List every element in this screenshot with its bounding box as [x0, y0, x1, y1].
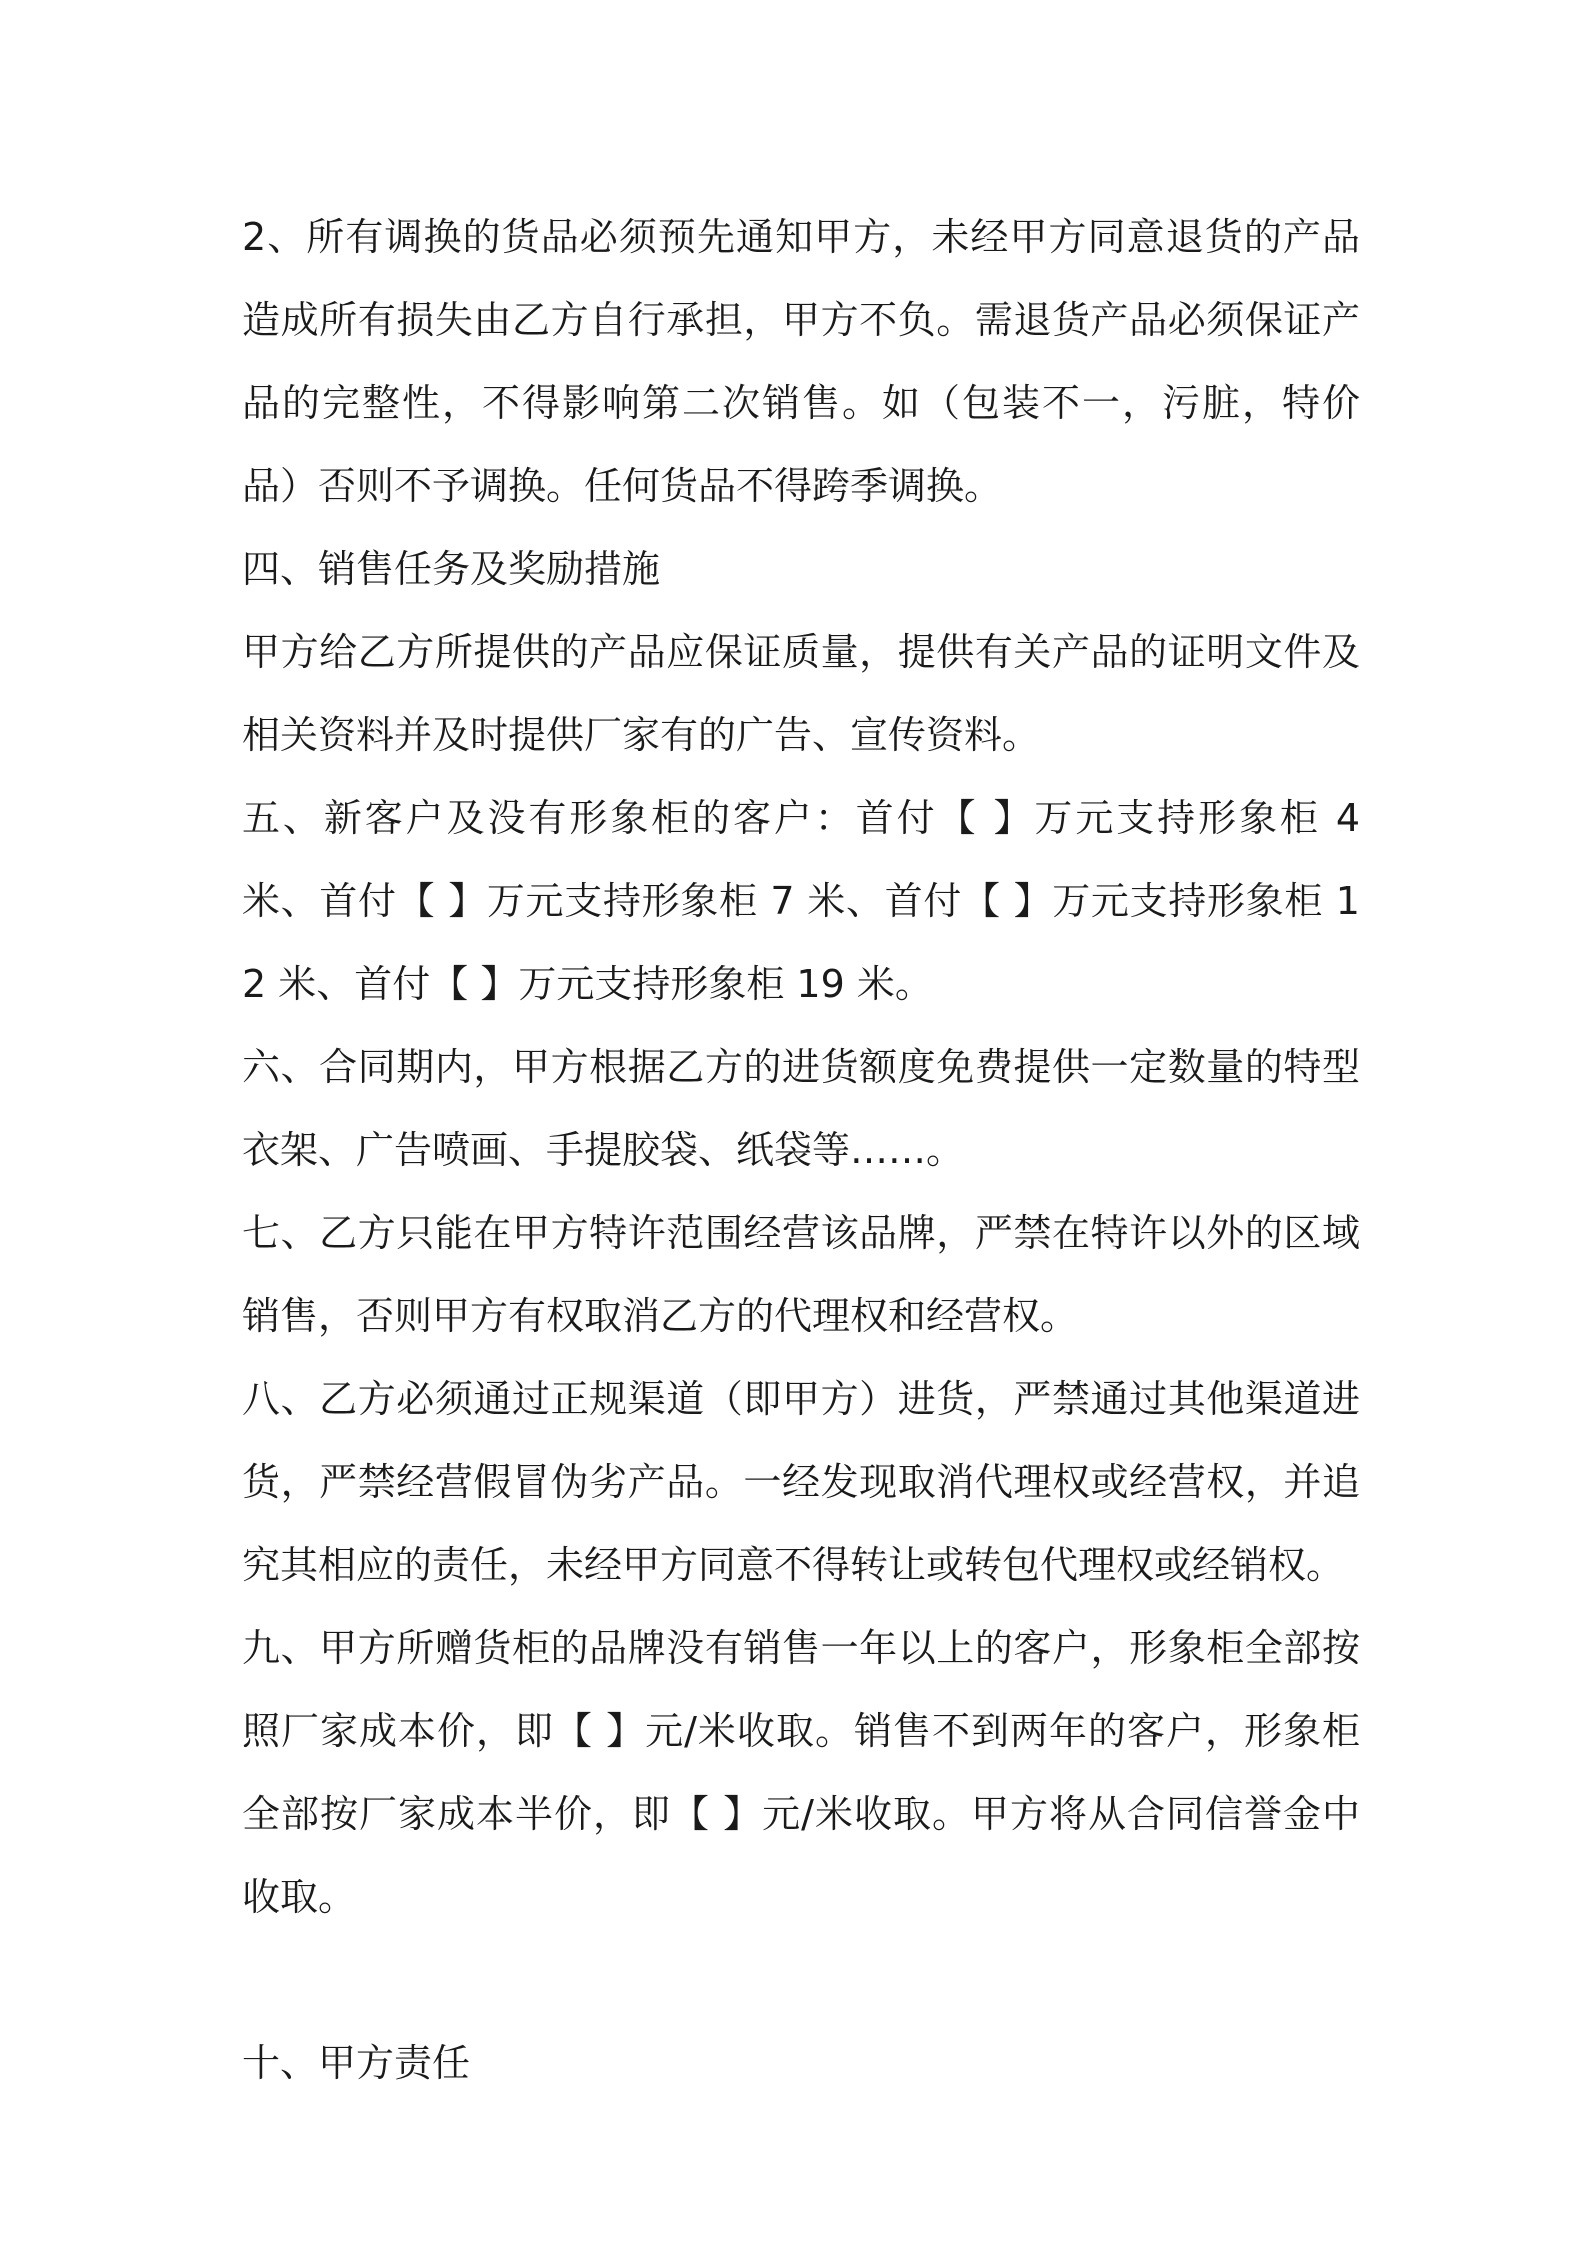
paragraph-spacer [242, 1939, 1360, 2022]
section-10-heading: 十、甲方责任 [242, 2041, 471, 2085]
paragraph-section-8: 八、乙方必须通过正规渠道（即甲方）进货，严禁通过其他渠道进货，严禁经营假冒伪劣产品。一经发现取消代理权或经营权，并追究其相应的责任，未经甲方同意不得转让或转包代理权或经销权。 [242, 1377, 1360, 1587]
paragraph-section-6: 六、合同期内，甲方根据乙方的进货额度免费提供一定数量的特型衣架、广告喷画、手提胶袋、纸袋等……。 [242, 1045, 1360, 1172]
paragraph-return-notice: 2、所有调换的货品必须预先通知甲方，未经甲方同意退货的产品造成所有损失由乙方自行承担，甲方不负。需退货产品必须保证产品的完整性，不得影响第二次销售。如（包装不一，污脏，特价品）否则不予调换。任何货品不得跨季调换。 [242, 215, 1360, 508]
paragraph-section-9: 九、甲方所赠货柜的品牌没有销售一年以上的客户，形象柜全部按照厂家成本价，即【 】元/米收取。销售不到两年的客户，形象柜全部按厂家成本半价，即【 】元/米收取。甲方将从合同信誉金中收取。 [242, 1626, 1360, 1919]
paragraph-section-5: 五、新客户及没有形象柜的客户：首付【 】万元支持形象柜 4 米、首付【 】万元支持形象柜 7 米、首付【 】万元支持形象柜 12 米、首付【 】万元支持形象柜 19 米。 [242, 796, 1360, 1006]
document-body [242, 196, 1360, 2105]
paragraph-section-4: 甲方给乙方所提供的产品应保证质量，提供有关产品的证明文件及相关资料并及时提供厂家有的广告、宣传资料。 [242, 630, 1360, 757]
section-4-heading: 四、销售任务及奖励措施 [242, 547, 661, 591]
paragraph-section-7: 七、乙方只能在甲方特许范围经营该品牌，严禁在特许以外的区域销售，否则甲方有权取消乙方的代理权和经营权。 [242, 1211, 1360, 1338]
